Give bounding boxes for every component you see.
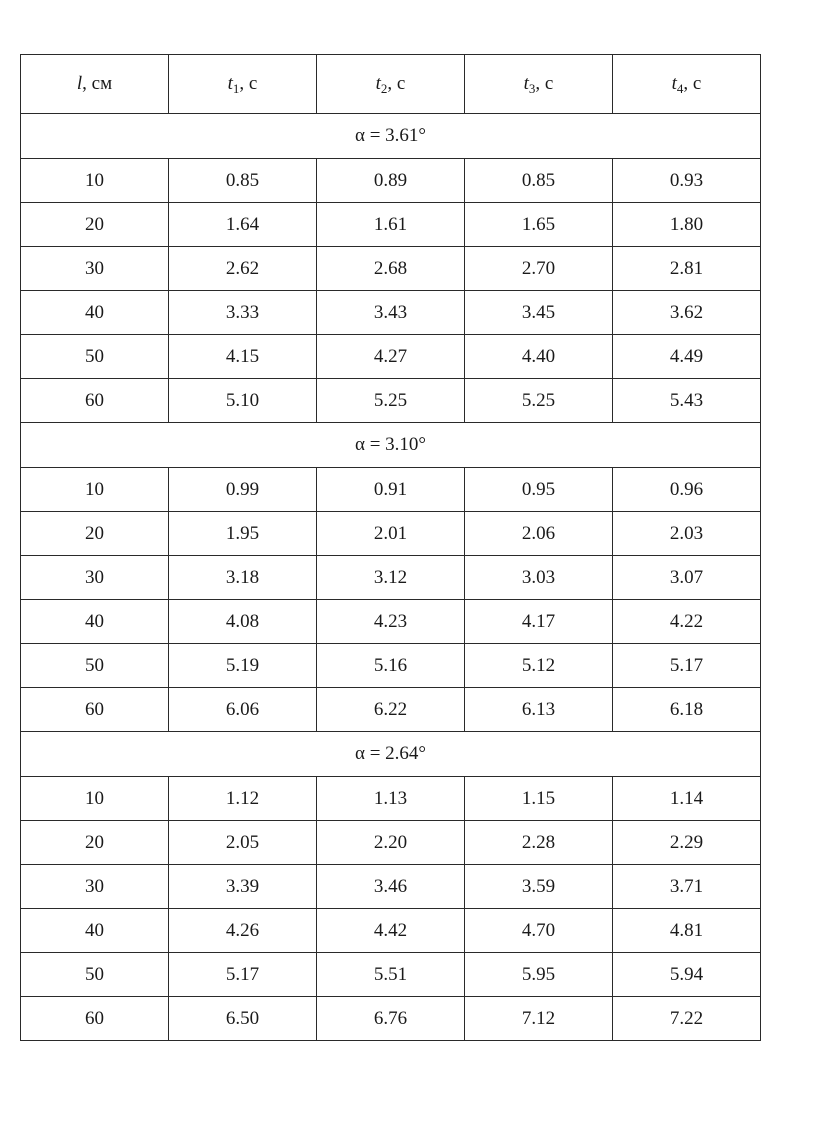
time-cell: 6.76 (317, 997, 465, 1041)
time-cell: 7.12 (465, 997, 613, 1041)
time-cell: 3.39 (169, 865, 317, 909)
time-cell: 3.46 (317, 865, 465, 909)
table-row (21, 688, 761, 732)
table-row (21, 203, 761, 247)
time-cell: 5.16 (317, 644, 465, 688)
time-cell: 3.03 (465, 556, 613, 600)
time-cell: 5.17 (613, 644, 761, 688)
time-cell: 6.06 (169, 688, 317, 732)
time-cell: 5.10 (169, 379, 317, 423)
length-cell: 40 (21, 909, 169, 953)
time-cell: 2.81 (613, 247, 761, 291)
table-row (21, 777, 761, 821)
time-cell: 2.20 (317, 821, 465, 865)
table-row (21, 512, 761, 556)
time-cell: 1.12 (169, 777, 317, 821)
length-cell: 40 (21, 291, 169, 335)
time-cell: 4.49 (613, 335, 761, 379)
table-row (21, 247, 761, 291)
column-header: $t_2$, с (317, 55, 465, 114)
angle-group-label: α = 3.10° (21, 423, 761, 468)
column-header: l, см (21, 55, 169, 114)
time-cell: 1.61 (317, 203, 465, 247)
table-body (21, 114, 761, 1041)
length-cell: 50 (21, 335, 169, 379)
table-row (21, 335, 761, 379)
time-cell: 4.08 (169, 600, 317, 644)
time-cell: 7.22 (613, 997, 761, 1041)
table-row (21, 159, 761, 203)
time-cell: 3.71 (613, 865, 761, 909)
time-cell: 3.12 (317, 556, 465, 600)
table-row (21, 865, 761, 909)
time-cell: 0.85 (465, 159, 613, 203)
column-header: $t_4$, с (613, 55, 761, 114)
time-cell: 1.65 (465, 203, 613, 247)
angle-group-label: α = 3.61° (21, 114, 761, 159)
time-cell: 6.18 (613, 688, 761, 732)
length-cell: 60 (21, 379, 169, 423)
table-row (21, 997, 761, 1041)
length-cell: 60 (21, 688, 169, 732)
length-cell: 50 (21, 953, 169, 997)
time-cell: 2.62 (169, 247, 317, 291)
length-cell: 20 (21, 821, 169, 865)
time-cell: 4.17 (465, 600, 613, 644)
table-row (21, 909, 761, 953)
time-cell: 1.64 (169, 203, 317, 247)
table-row (21, 644, 761, 688)
time-cell: 4.70 (465, 909, 613, 953)
time-cell: 3.45 (465, 291, 613, 335)
time-cell: 0.85 (169, 159, 317, 203)
time-cell: 0.95 (465, 468, 613, 512)
time-cell: 3.33 (169, 291, 317, 335)
time-cell: 2.03 (613, 512, 761, 556)
time-cell: 1.15 (465, 777, 613, 821)
time-cell: 0.96 (613, 468, 761, 512)
length-cell: 20 (21, 512, 169, 556)
column-header: $t_3$, с (465, 55, 613, 114)
table-row (21, 953, 761, 997)
length-cell: 10 (21, 468, 169, 512)
time-cell: 4.15 (169, 335, 317, 379)
time-cell: 5.94 (613, 953, 761, 997)
length-cell: 20 (21, 203, 169, 247)
table-row (21, 600, 761, 644)
time-cell: 2.06 (465, 512, 613, 556)
table-row (21, 821, 761, 865)
time-cell: 1.95 (169, 512, 317, 556)
angle-group-row (21, 114, 761, 159)
table-header-row (21, 55, 761, 114)
time-cell: 6.13 (465, 688, 613, 732)
time-cell: 1.80 (613, 203, 761, 247)
time-cell: 4.26 (169, 909, 317, 953)
time-cell: 6.22 (317, 688, 465, 732)
table-row (21, 556, 761, 600)
length-cell: 30 (21, 556, 169, 600)
time-cell: 3.07 (613, 556, 761, 600)
time-cell: 4.27 (317, 335, 465, 379)
time-cell: 3.62 (613, 291, 761, 335)
time-cell: 2.29 (613, 821, 761, 865)
length-cell: 30 (21, 247, 169, 291)
time-cell: 3.18 (169, 556, 317, 600)
time-cell: 2.01 (317, 512, 465, 556)
table-row (21, 291, 761, 335)
angle-group-row (21, 732, 761, 777)
time-cell: 5.17 (169, 953, 317, 997)
time-cell: 3.59 (465, 865, 613, 909)
time-cell: 4.23 (317, 600, 465, 644)
time-cell: 6.50 (169, 997, 317, 1041)
time-cell: 2.68 (317, 247, 465, 291)
time-cell: 0.91 (317, 468, 465, 512)
length-cell: 30 (21, 865, 169, 909)
time-cell: 4.22 (613, 600, 761, 644)
time-cell: 1.14 (613, 777, 761, 821)
time-cell: 1.13 (317, 777, 465, 821)
angle-group-row (21, 423, 761, 468)
length-cell: 50 (21, 644, 169, 688)
angle-group-label: α = 2.64° (21, 732, 761, 777)
table-row (21, 379, 761, 423)
length-cell: 10 (21, 777, 169, 821)
time-cell: 3.43 (317, 291, 465, 335)
column-header: $t_1$, с (169, 55, 317, 114)
time-cell: 5.51 (317, 953, 465, 997)
time-cell: 0.93 (613, 159, 761, 203)
time-cell: 2.28 (465, 821, 613, 865)
time-cell: 2.05 (169, 821, 317, 865)
length-cell: 10 (21, 159, 169, 203)
time-cell: 4.40 (465, 335, 613, 379)
table-row (21, 468, 761, 512)
time-cell: 2.70 (465, 247, 613, 291)
time-cell: 5.25 (465, 379, 613, 423)
time-cell: 5.95 (465, 953, 613, 997)
length-cell: 60 (21, 997, 169, 1041)
length-cell: 40 (21, 600, 169, 644)
time-cell: 5.12 (465, 644, 613, 688)
time-cell: 5.43 (613, 379, 761, 423)
measurement-table (20, 54, 761, 1041)
time-cell: 4.42 (317, 909, 465, 953)
time-cell: 5.25 (317, 379, 465, 423)
time-cell: 4.81 (613, 909, 761, 953)
time-cell: 0.89 (317, 159, 465, 203)
time-cell: 5.19 (169, 644, 317, 688)
time-cell: 0.99 (169, 468, 317, 512)
